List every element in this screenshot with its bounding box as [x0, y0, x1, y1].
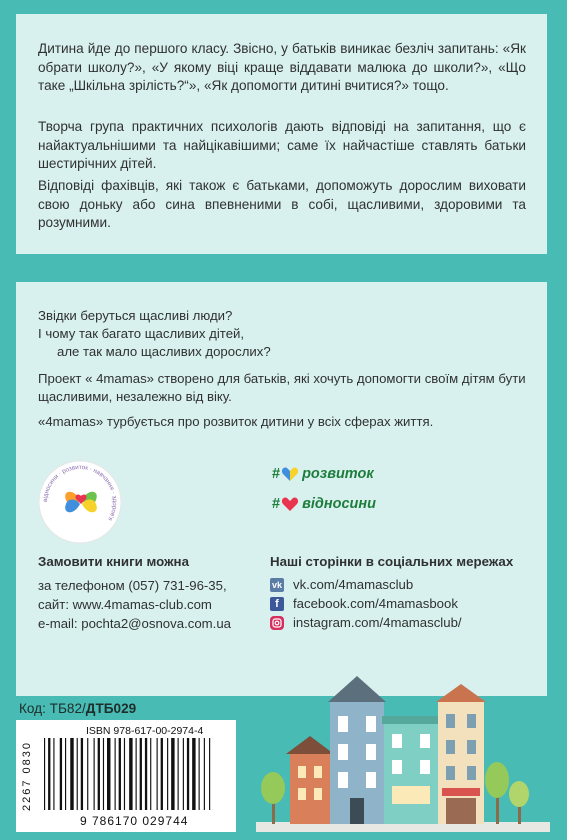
intro-paragraph-3: Відповіді фахівців, які також є батьками, допоможуть дорослим виховати свою доньку або сина впевненими в собі, щасливими, здоровими та розумними. [38, 178, 526, 231]
barcode-side-number [19, 726, 33, 830]
barcode-bar [171, 738, 174, 810]
intro-paragraph-2: Творча група практичних психологів дають відповіді на запитання, що є найактуальнішими та найцікавішими; саме їх найчастіше ставлять батьки шестирічних дітей. [38, 119, 526, 172]
barcode-bar [192, 738, 195, 810]
social-facebook-row[interactable] [270, 596, 458, 611]
barcode-bar [65, 738, 66, 810]
order-heading: Замовити книги можна [38, 554, 189, 569]
barcode-bar [48, 738, 50, 810]
about-paragraph-1: Проект « 4mamas» створено для батьків, які хочуть допомогти своїм дітям бути щасливими, незалежно від віку. [38, 371, 526, 404]
barcode-bar [187, 738, 189, 810]
barcode-bar [145, 738, 147, 810]
barcode-bar [150, 738, 151, 810]
heart-red-icon [281, 497, 299, 512]
social-instagram-link[interactable]: instagram.com/4mamasclub/ [293, 615, 462, 630]
order-email[interactable]: e-mail: pochta2@osnova.com.ua [38, 616, 231, 631]
barcode-isbn: ISBN 978-617-00-2974-4 [86, 725, 204, 737]
order-site[interactable]: сайт: www.4mamas-club.com [38, 597, 212, 612]
barcode-bar [209, 738, 210, 810]
product-code-value: ДТБ029 [85, 701, 137, 716]
barcode-bar [44, 738, 45, 810]
social-vk-link[interactable]: vk.com/4mamasclub [293, 577, 414, 592]
order-phone: за телефоном (057) 731-96-35, [38, 578, 227, 593]
social-instagram-row[interactable] [270, 615, 462, 630]
barcode-bar [60, 738, 62, 810]
facebook-icon: f [270, 597, 284, 611]
barcode-bar [204, 738, 205, 810]
barcode-bar [81, 738, 83, 810]
intro-paragraph-1: Дитина йде до першого класу. Звісно, у батьків виникає безліч запитань: «Як обрати школу?», «У якому віці краще віддавати малюка до школи?», «Що таке „Шкільна зрілість?“», «Як допомогти дитині вчитися?» тощо. [38, 41, 526, 94]
hashtag-development: # розвиток [272, 466, 374, 482]
barcode-bar [115, 738, 116, 810]
about-question-1: Звідки беруться щасливі люди? [38, 308, 233, 323]
barcode-bar [70, 738, 73, 810]
social-heading: Наші сторінки в соціальних мережах [270, 554, 514, 569]
barcode-bar [107, 738, 110, 810]
barcode-bar [183, 738, 184, 810]
social-vk-row[interactable] [270, 577, 413, 592]
barcode-bar [199, 738, 200, 810]
social-facebook-link[interactable]: facebook.com/4mamasbook [293, 596, 458, 611]
about-question-2: І чому так багато щасливих дітей, [38, 326, 245, 341]
barcode-bar [161, 738, 163, 810]
hashtag-relations-label: відносини [302, 496, 376, 512]
instagram-icon [270, 616, 284, 630]
barcode-bar [77, 738, 78, 810]
barcode-bar [157, 738, 158, 810]
barcode-bar [124, 738, 125, 810]
description-panel [16, 14, 547, 254]
barcode-bar [136, 738, 137, 810]
vk-icon: vk [271, 579, 282, 590]
hashtag-development-label: розвиток [302, 466, 374, 482]
town-illustration [256, 662, 550, 832]
product-code-prefix: Код: ТБ82/ [19, 701, 86, 716]
barcode-bar [129, 738, 132, 810]
barcode-bar [103, 738, 104, 810]
about-panel [16, 282, 547, 696]
product-code [19, 701, 136, 716]
heart-blue-yellow-icon [281, 467, 299, 482]
4mamas-logo [38, 460, 122, 544]
barcode-image [38, 738, 232, 812]
about-question-3: але так мало щасливих дорослих? [57, 344, 271, 359]
barcode-bar [119, 738, 121, 810]
barcode-bar [94, 738, 95, 810]
barcode-bar [53, 738, 54, 810]
barcode-bar [87, 738, 88, 810]
barcode-number: 9 786170 029744 [80, 814, 189, 828]
barcode-bar [98, 738, 100, 810]
hashtag-relations: # відносини [272, 496, 376, 512]
barcode-area [16, 720, 236, 832]
barcode-bar [140, 738, 142, 810]
barcode-bar [167, 738, 168, 810]
about-paragraph-2: «4mamas» турбується про розвиток дитини у всіх сферах життя. [38, 414, 434, 429]
barcode-bar [178, 738, 179, 810]
logo-ring-text: відносини · розвиток · навчання · здоров'я [41, 463, 119, 522]
barcode-side-number-text: 2267 0830 [21, 741, 33, 811]
